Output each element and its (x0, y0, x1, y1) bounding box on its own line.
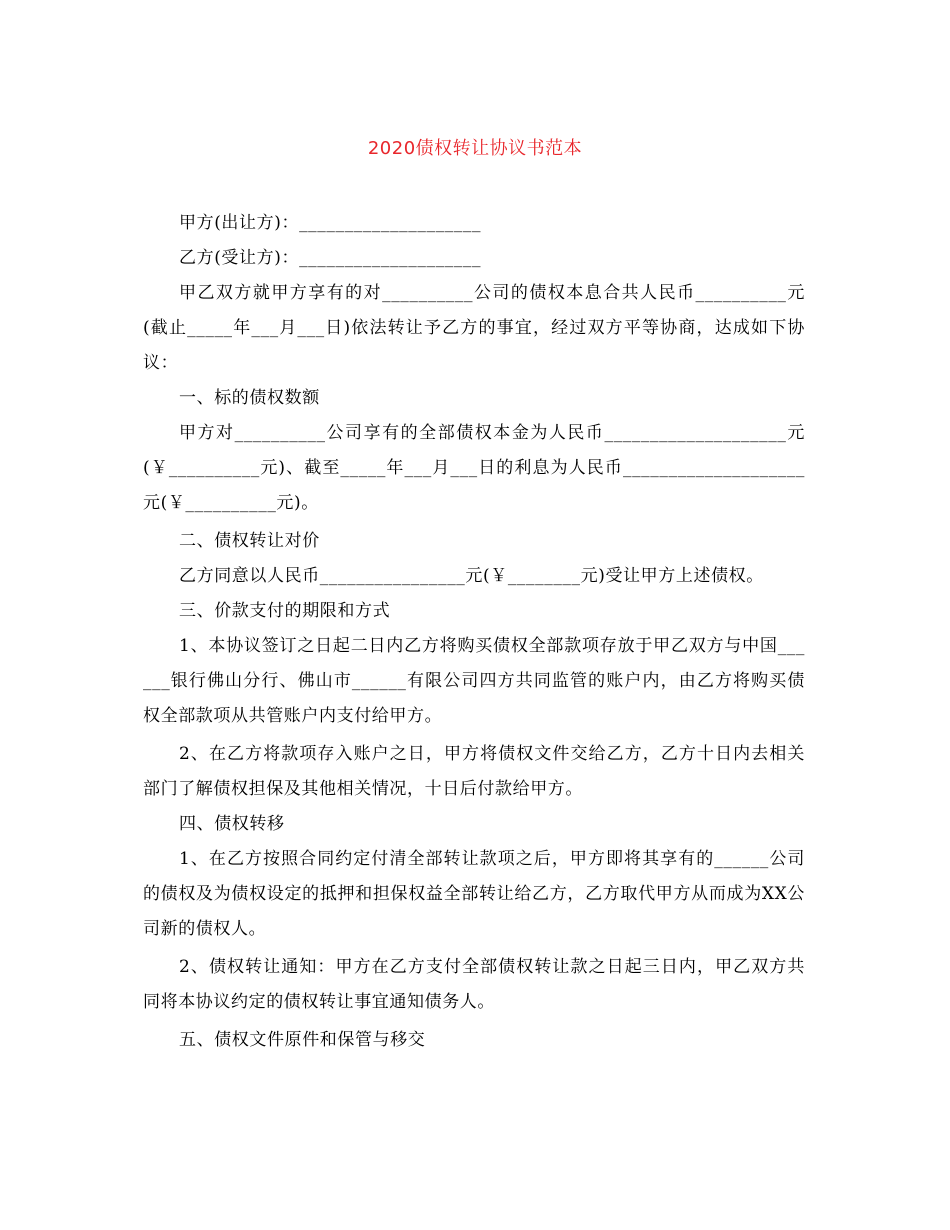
section-4-clause-2: 2、债权转让通知：甲方在乙方支付全部债权转让款之日起三日内，甲乙双方共同将本协议约定的债权转让事宜通知债务人。 (143, 957, 805, 1012)
document-title: 2020债权转让协议书范本 (367, 138, 583, 159)
party-b-line: 乙方(受让方)：____________________ (179, 248, 482, 268)
section-4-clause-1: 1、在乙方按照合同约定付清全部转让款项之后，甲方即将其享有的______公司的债权及为债权设定的抵押和担保权益全部转让给乙方，乙方取代甲方从而成为XX公司新的债权人。 (143, 849, 805, 939)
section-5-heading: 五、债权文件原件和保管与移交 (179, 1030, 426, 1050)
section-1-heading: 一、标的债权数额 (179, 388, 320, 408)
party-a-line: 甲方(出让方)：____________________ (179, 213, 482, 233)
section-2-paragraph: 乙方同意以人民币________________元(￥________元)受让甲方上述债权。 (179, 566, 764, 586)
section-4-heading: 四、债权转移 (179, 814, 285, 834)
section-3-heading: 三、价款支付的期限和方式 (179, 601, 391, 621)
section-1-paragraph: 甲方对__________公司享有的全部债权本金为人民币____________________元(￥__________元)、截至_____年___月___日的利息为人民币____________________元(￥__________元)。 (143, 423, 805, 513)
preamble-paragraph: 甲乙双方就甲方享有的对__________公司的债权本息合共人民币__________元(截止_____年___月___日)依法转让予乙方的事宜，经过双方平等协商，达成如下协议： (143, 283, 805, 373)
section-3-clause-2: 2、在乙方将款项存入账户之日，甲方将债权文件交给乙方，乙方十日内去相关部门了解债权担保及其他相关情况，十日后付款给甲方。 (143, 744, 805, 799)
section-2-heading: 二、债权转让对价 (179, 531, 320, 551)
document-body (143, 206, 805, 1058)
section-3-clause-1: 1、本协议签订之日起二日内乙方将购买债权全部款项存放于甲乙双方与中国______银行佛山分行、佛山市______有限公司四方共同监管的账户内，由乙方将购买债权全部款项从共管账户内支付给甲方。 (143, 636, 805, 726)
